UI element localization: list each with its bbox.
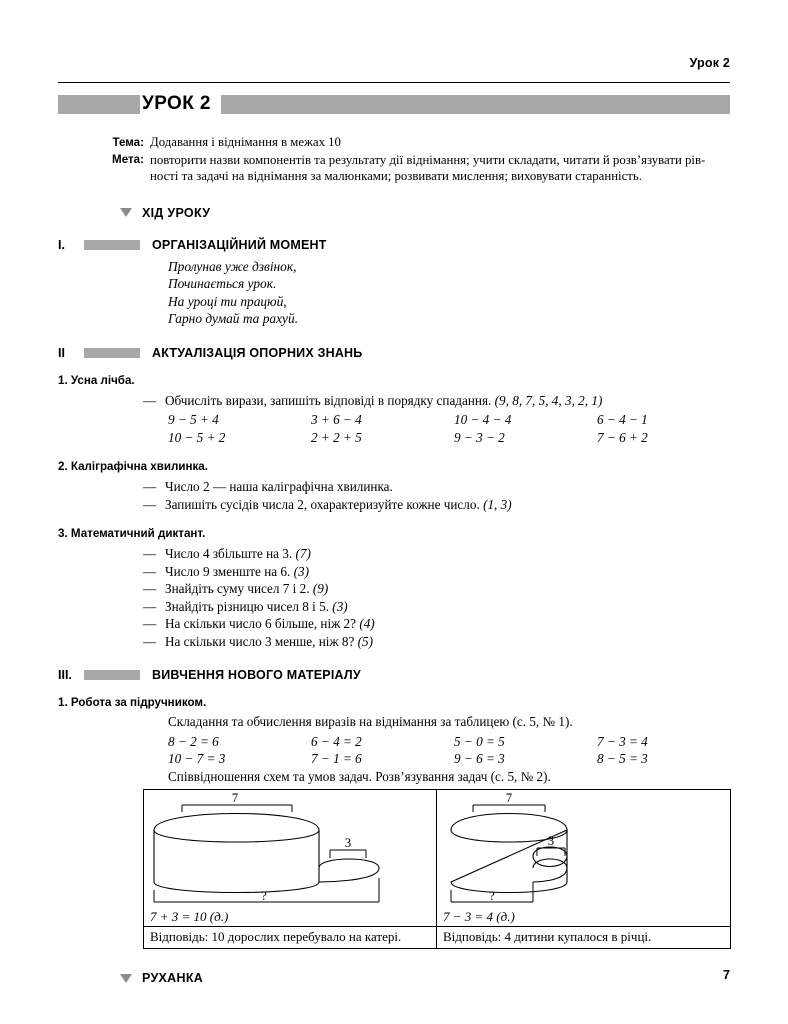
task4-expr-1: 8 − 2 = 6 xyxy=(168,733,219,749)
theme-row xyxy=(100,134,730,151)
task1-expr-4: 6 − 4 − 1 xyxy=(597,412,648,427)
scheme-diagram-right xyxy=(437,790,731,908)
task4-expr-2: 6 − 4 = 2 xyxy=(311,733,362,749)
goal-text-line-2: ності та задачі на віднімання за малюнками; розвивати мислення; виховувати старанність. xyxy=(150,168,642,183)
task4-expr-3: 5 − 0 = 5 xyxy=(454,733,505,749)
task1-expr-3: 10 − 4 − 4 xyxy=(454,412,512,427)
task3-item-1-text-wrap xyxy=(165,545,730,563)
task4-expr-7: 9 − 6 = 3 xyxy=(454,751,505,766)
figure-answer-right: Відповідь: 4 дитини купалося в річці. xyxy=(437,926,730,948)
task3-item-6-text-wrap xyxy=(165,633,730,651)
figure-drawing-right xyxy=(437,790,730,908)
task1-list xyxy=(58,392,730,410)
goal-label: Мета: xyxy=(112,153,144,166)
task3-list xyxy=(58,545,730,650)
task4-expr-5: 10 − 7 = 3 xyxy=(168,751,226,766)
task1-instruction xyxy=(165,392,730,410)
triangle-bullet-icon xyxy=(120,974,132,983)
task3-item-4-answer: (3) xyxy=(332,598,348,614)
verse-block xyxy=(168,258,730,328)
section-bar-2 xyxy=(84,348,140,358)
task1-expressions xyxy=(168,411,730,446)
dash-bullet-icon: — xyxy=(143,563,157,579)
verse-line-3: На уроці ти працюй, xyxy=(168,293,287,309)
section-heading-1 xyxy=(58,238,730,252)
task2-item-1-text-wrap xyxy=(165,478,730,496)
running-head: Урок 2 xyxy=(689,56,730,70)
section-title-2: АКТУАЛІЗАЦІЯ ОПОРНИХ ЗНАНЬ xyxy=(152,345,363,360)
task4-line-2: Співвідношення схем та умов задач. Розв’язування задач (с. 5, № 2). xyxy=(168,768,551,784)
task1-instruction-item xyxy=(143,392,730,410)
section-title-1: ОРГАНІЗАЦІЙНИЙ МОМЕНТ xyxy=(152,237,327,252)
task3-item-4-text: Знайдіть різницю чисел 8 і 5. xyxy=(165,598,333,614)
theme-label: Тема: xyxy=(112,135,144,149)
task2-item-1 xyxy=(143,478,730,496)
task3-item-6 xyxy=(143,633,730,651)
figure-cell-left xyxy=(144,790,437,948)
section-bar-3 xyxy=(84,670,140,680)
lesson-meta xyxy=(100,134,730,184)
task1-expr-1: 9 − 5 + 4 xyxy=(168,412,219,427)
page-number: 7 xyxy=(723,968,730,982)
task3-item-1-text: Число 4 збільште на 3. xyxy=(165,546,296,561)
section-heading-3 xyxy=(58,668,730,682)
figure-drawing-left xyxy=(144,790,436,908)
section-title-3: ВИВЧЕННЯ НОВОГО МАТЕРІАЛУ xyxy=(152,668,361,682)
figure-equation-left: 7 + 3 = 10 (д.) xyxy=(150,909,229,924)
header-rule xyxy=(58,82,730,83)
task1-heading: 1. Усна лічба. xyxy=(58,373,135,387)
task2-item-2 xyxy=(143,496,730,514)
task3-item-2-answer: (3) xyxy=(293,563,309,579)
task2-item-2-answer: (1, 3) xyxy=(483,496,512,512)
theme-text: Додавання і віднімання в межах 10 xyxy=(150,135,341,149)
dash-bullet-icon: — xyxy=(143,581,157,596)
goal-text xyxy=(150,152,730,184)
task3-item-6-text: На скільки число 3 менше, ніж 8? xyxy=(165,633,358,649)
task4-line-1: Складання та обчислення виразів на віднімання за таблицею (с. 5, № 1). xyxy=(168,714,573,729)
task1-expr-2: 3 + 6 − 4 xyxy=(311,412,362,427)
triangle-bullet-icon xyxy=(120,208,132,217)
dash-bullet-icon: — xyxy=(143,392,157,408)
task1-expr-6: 2 + 2 + 5 xyxy=(311,429,362,445)
section-number-1: I. xyxy=(58,237,65,252)
task1-instruction-answer: (9, 8, 7, 5, 4, 3, 2, 1) xyxy=(494,392,603,408)
breaktime-heading xyxy=(120,971,730,985)
task3-item-2-text: Число 9 зменште на 6. xyxy=(165,563,294,579)
dash-bullet-icon: — xyxy=(143,633,157,649)
figure-equation-right: 7 − 3 = 4 (д.) xyxy=(443,909,515,924)
task2-item-1-text: Число 2 — наша каліграфічна хвилинка. xyxy=(165,479,393,494)
task4-heading: 1. Робота за підручником. xyxy=(58,696,207,709)
svg-text:?: ? xyxy=(261,889,267,903)
figure-box xyxy=(143,789,731,949)
verse-line-2: Починається урок. xyxy=(168,276,277,291)
task3-item-3-answer: (9) xyxy=(312,581,329,596)
figure-answer-left: Відповідь: 10 дорослих перебувало на катері. xyxy=(144,926,436,948)
task3-item-5-answer: (4) xyxy=(359,616,375,631)
task4-expr-4: 7 − 3 = 4 xyxy=(597,733,648,749)
task4-expressions xyxy=(168,733,730,768)
task3-item-3-text-wrap xyxy=(165,580,730,598)
task1-instruction-text: Обчисліть вирази, запишіть відповіді в порядку спадання. xyxy=(165,392,495,408)
goal-row xyxy=(100,152,730,184)
task3-heading: 3. Математичний диктант. xyxy=(58,527,206,540)
section-bar-1 xyxy=(84,240,140,250)
section-heading-2 xyxy=(58,346,730,360)
task4-expr-8: 8 − 5 = 3 xyxy=(597,751,648,766)
task3-item-6-answer: (5) xyxy=(357,633,373,649)
verse-line-1: Пролунав уже дзвінок, xyxy=(168,258,297,274)
svg-text:3: 3 xyxy=(344,836,352,850)
course-heading xyxy=(120,206,730,220)
goal-text-line-1: повторити назви компонентів та результату дії віднімання; учити складати, читати й розв’язувати рів- xyxy=(150,152,706,167)
svg-text:7: 7 xyxy=(231,791,239,805)
task3-item-2 xyxy=(143,563,730,581)
task2-item-2-text-wrap xyxy=(165,496,730,514)
task3-item-5 xyxy=(143,615,730,633)
breaktime-heading-label: РУХАНКА xyxy=(142,971,204,985)
section-number-2: II xyxy=(58,345,65,360)
dash-bullet-icon: — xyxy=(143,598,157,614)
task1-expr-7: 9 − 3 − 2 xyxy=(454,429,505,445)
dash-bullet-icon: — xyxy=(143,496,157,512)
dash-bullet-icon: — xyxy=(143,479,157,494)
svg-text:7: 7 xyxy=(505,791,513,805)
dash-bullet-icon: — xyxy=(143,546,157,561)
task3-item-1 xyxy=(143,545,730,563)
lesson-title: УРОК 2 xyxy=(140,90,221,118)
task2-item-2-text: Запишіть сусідів числа 2, охарактеризуйте кожне число. xyxy=(165,496,484,512)
section-number-3: III. xyxy=(58,668,72,682)
task3-item-4 xyxy=(143,598,730,616)
task1-expr-5: 10 − 5 + 2 xyxy=(168,429,226,445)
task3-item-2-text-wrap xyxy=(165,563,730,581)
task4-expr-6: 7 − 1 = 6 xyxy=(311,751,362,766)
task3-item-3 xyxy=(143,580,730,598)
dash-bullet-icon: — xyxy=(143,616,157,631)
svg-text:?: ? xyxy=(489,889,495,903)
task2-list xyxy=(58,478,730,513)
svg-text:3: 3 xyxy=(547,834,555,848)
task3-item-5-text: На скільки число 6 більше, ніж 2? xyxy=(165,616,360,631)
course-heading-label: ХІД УРОКУ xyxy=(142,205,211,220)
task3-item-5-text-wrap xyxy=(165,615,730,633)
page-content xyxy=(58,134,730,985)
task2-heading: 2. Каліграфічна хвилинка. xyxy=(58,460,208,473)
task1-expr-8: 7 − 6 + 2 xyxy=(597,429,648,445)
figure-cell-right xyxy=(437,790,730,948)
verse-line-4: Гарно думай та рахуй. xyxy=(168,311,299,326)
task3-item-1-answer: (7) xyxy=(295,546,311,561)
task3-item-4-text-wrap xyxy=(165,598,730,616)
scheme-diagram-left xyxy=(144,790,438,908)
task3-item-3-text: Знайдіть суму чисел 7 і 2. xyxy=(165,581,313,596)
